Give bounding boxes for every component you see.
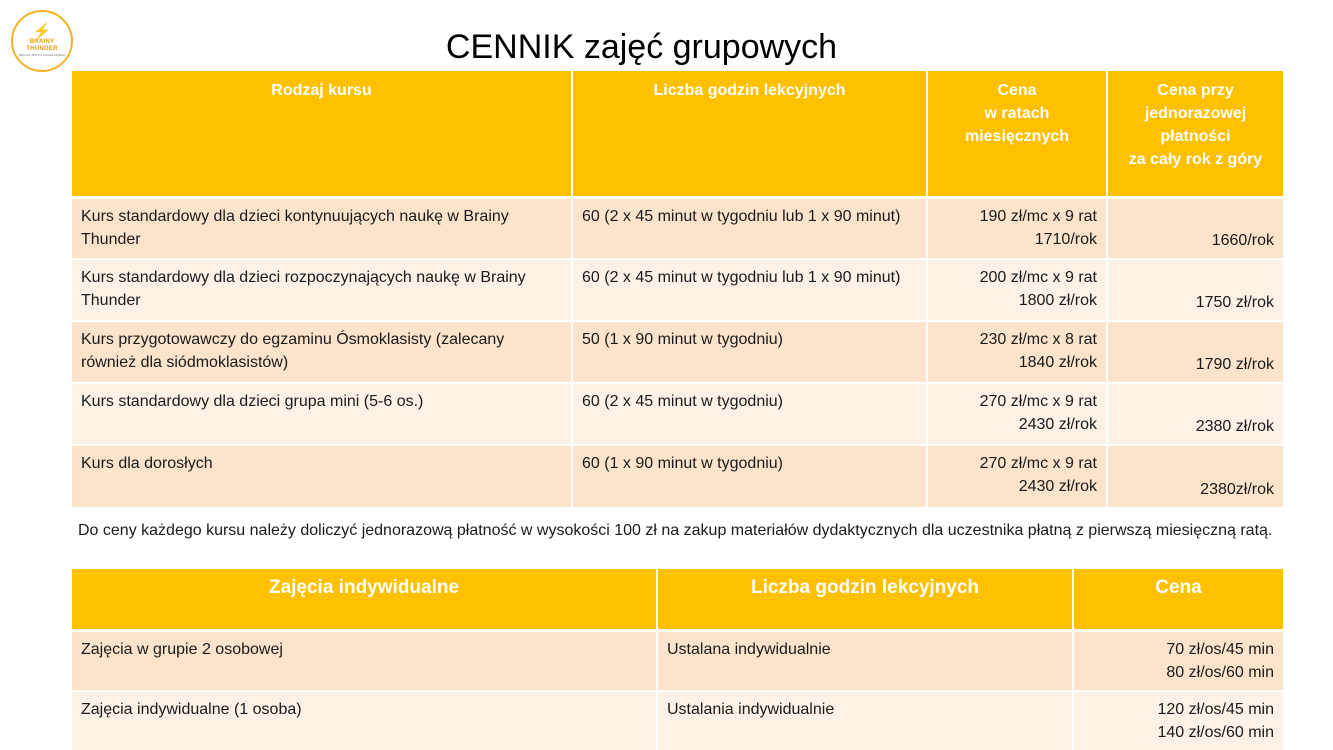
group-table-header-row [72,71,1283,197]
table-row [72,445,1283,507]
individual-table-header-row [72,569,1283,630]
header-one-time-price-text: Cena przy jednorazowej płatności za cały rok z góry [1128,82,1263,168]
course-hours: 60 (2 x 45 minut w tygodniu lub 1 x 90 minut) [572,259,927,321]
logo-text-thunder: THUNDER [26,46,58,52]
header-lesson-type: Zajęcia indywidualne [72,569,657,630]
installment-price: 230 zł/mc x 8 rat 1840 zł/rok [927,321,1107,383]
header-installment-price [927,71,1107,197]
installment-price: 270 zł/mc x 9 rat 2430 zł/rok [927,445,1107,507]
lesson-price: 120 zł/os/45 min 140 zł/os/60 min [1073,691,1283,750]
course-name: Kurs dla dorosłych [72,445,572,507]
one-time-price: 1750 zł/rok [1107,259,1283,321]
table-row [72,321,1283,383]
one-time-price: 2380 zł/rok [1107,383,1283,445]
table-row [72,197,1283,259]
course-hours: 60 (1 x 90 minut w tygodniu) [572,445,927,507]
lightning-bolt-icon: ⚡ [32,23,52,40]
table-row [72,691,1283,750]
course-name: Kurs standardowy dla dzieci grupa mini (5-6 os.) [72,383,572,445]
group-price-table [72,71,1283,507]
logo-tagline: SZKOŁA JĘZYKA ANGIELSKIEGO [18,53,66,57]
individual-price-table [72,569,1283,750]
lesson-hours: Ustalania indywidualnie [657,691,1073,750]
course-name: Kurs przygotowawczy do egzaminu Ósmoklasisty (zalecany również dla siódmoklasistów) [72,321,572,383]
one-time-price: 1790 zł/rok [1107,321,1283,383]
header-one-time-price [1107,71,1283,197]
page-title: CENNIK zajęć grupowych [445,28,838,66]
materials-fee-note: Do ceny każdego kursu należy doliczyć jednorazową płatność w wysokości 100 zł na zakup materiałów dydaktycznych dla uczestnika płatną z pierwszą miesięczną ratą. [78,522,1273,539]
one-time-price: 2380zł/rok [1107,445,1283,507]
lesson-price: 70 zł/os/45 min 80 zł/os/60 min [1073,630,1283,691]
course-name: Kurs standardowy dla dzieci rozpoczynających naukę w Brainy Thunder [72,259,572,321]
header-installment-price-text: Cena w ratach miesięcznych [964,82,1070,145]
lesson-type: Zajęcia w grupie 2 osobowej [72,630,657,691]
lesson-type: Zajęcia indywidualne (1 osoba) [72,691,657,750]
table-row [72,259,1283,321]
table-row [72,383,1283,445]
installment-price: 200 zł/mc x 9 rat 1800 zł/rok [927,259,1107,321]
course-hours: 60 (2 x 45 minut w tygodniu) [572,383,927,445]
header-hours: Liczba godzin lekcyjnych [657,569,1073,630]
logo-text-brainy: BRAINY [29,39,55,45]
course-hours: 50 (1 x 90 minut w tygodniu) [572,321,927,383]
installment-price: 190 zł/mc x 9 rat 1710/rok [927,197,1107,259]
installment-price: 270 zł/mc x 9 rat 2430 zł/rok [927,383,1107,445]
header-price: Cena [1073,569,1283,630]
course-name: Kurs standardowy dla dzieci kontynuujących naukę w Brainy Thunder [72,197,572,259]
table-row [72,630,1283,691]
header-hours: Liczba godzin lekcyjnych [572,71,927,197]
lesson-hours: Ustalana indywidualnie [657,630,1073,691]
course-hours: 60 (2 x 45 minut w tygodniu lub 1 x 90 minut) [572,197,927,259]
one-time-price: 1660/rok [1107,197,1283,259]
header-course-type: Rodzaj kursu [72,71,572,197]
